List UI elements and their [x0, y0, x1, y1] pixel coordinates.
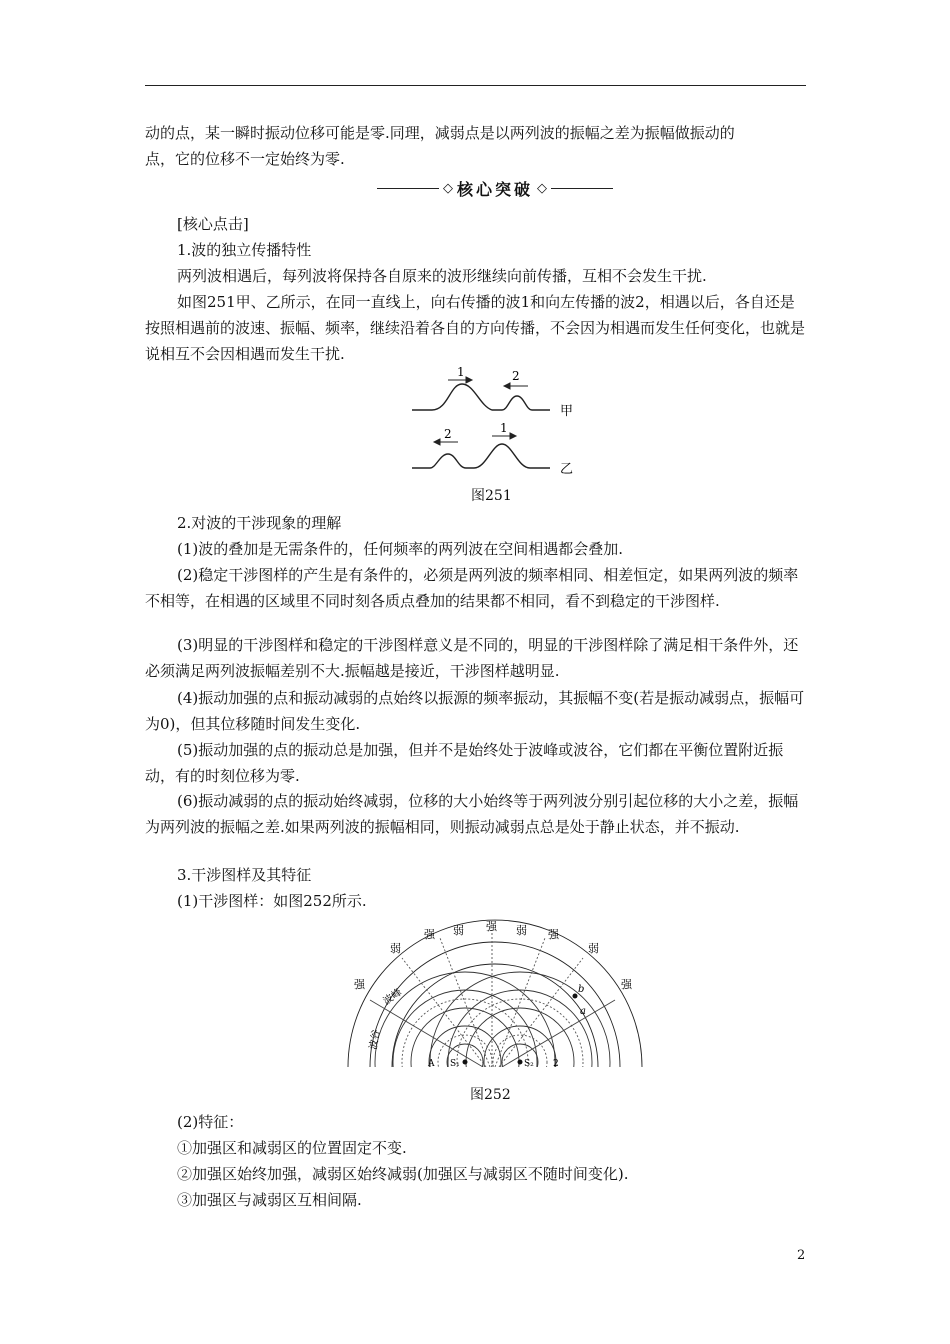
- item-5: (5)振动加强的点的振动总是加强，但并不是始终处于波峰或波谷，它们都在平衡位置附近振动，有的时刻位移为零.: [145, 741, 784, 785]
- title-rule-right: [551, 188, 613, 189]
- item-2: (2)稳定干涉图样的产生是有条件的，必须是两列波的频率相同、相差恒定，如果两列波的频率不相等，在相遇的区域里不同时刻各质点叠加的结果都不相同，看不到稳定的干涉图样.: [145, 566, 799, 610]
- figure-252: [340, 910, 650, 1070]
- caption-252: 图252: [470, 1087, 511, 1103]
- diamond-left-icon: ◇: [442, 180, 453, 196]
- label-jia: 甲: [560, 404, 574, 419]
- intro-line-2: 点，它的位移不一定始终为零.: [145, 150, 345, 168]
- label-2: 2: [553, 1059, 559, 1069]
- wave-label-2: 2: [512, 369, 520, 383]
- label-strong-top: 强: [486, 920, 497, 933]
- label-trough: 波谷: [368, 1028, 383, 1051]
- label-yi: 乙: [560, 462, 574, 477]
- heading-3: 3.干涉图样及其特征: [177, 866, 312, 884]
- key-points-tag: [核心点击]: [177, 215, 249, 233]
- label-strong-2: 强: [424, 928, 435, 941]
- label-weak-3: 弱: [390, 942, 401, 955]
- intro-line-1: 动的点，某一瞬时振动位移可能是零.同理，减弱点是以两列波的振幅之差为振幅做振动的: [145, 124, 735, 142]
- features-heading: (2)特征：: [177, 1113, 244, 1131]
- figure-251: [400, 360, 600, 480]
- item-3: (3)明显的干涉图样和稳定的干涉图样意义是不同的，明显的干涉图样除了满足相干条件外，还必须满足两列波振幅差别不大.振幅越是接近，干涉图样越明显.: [145, 636, 799, 680]
- label-strong-3: 强: [548, 928, 559, 941]
- para-fig252-ref: (1)干涉图样：如图252所示.: [177, 892, 367, 910]
- feature-3: ③加强区与减弱区互相间隔.: [177, 1191, 362, 1209]
- label-weak-4: 弱: [588, 942, 599, 955]
- source-s1: S₁: [450, 1059, 460, 1069]
- para-fig251-desc: 如图251甲、乙所示，在同一直线上，向右传播的波1和向左传播的波2，相遇以后，各自还是按照相遇前的波速、振幅、频率，继续沿着各自的方向传播，不会因为相遇而发生任何变化，也就是说相互不会因相遇而发生干扰.: [145, 293, 806, 363]
- label-crest: 波峰: [381, 986, 405, 1008]
- wave-label-1: 1: [457, 365, 465, 379]
- source-s2: S₂: [524, 1059, 534, 1069]
- label-strong-5: 强: [621, 978, 632, 991]
- section-title: [360, 176, 630, 200]
- wave-label-2b: 2: [444, 427, 452, 441]
- point-A: A: [428, 1059, 435, 1069]
- point-b: b: [578, 984, 585, 995]
- header-rule: [145, 85, 806, 86]
- label-weak-2: 弱: [516, 924, 527, 937]
- point-a: a: [580, 1006, 586, 1017]
- diamond-right-icon: ◇: [537, 180, 547, 196]
- wave-label-1b: 1: [500, 421, 508, 435]
- feature-1: ①加强区和减弱区的位置固定不变.: [177, 1139, 407, 1157]
- section-title-text: 核心突破: [456, 179, 533, 199]
- caption-251: 图251: [471, 488, 512, 504]
- page-number: 2: [797, 1248, 806, 1263]
- heading-1: 1.波的独立传播特性: [177, 241, 312, 259]
- item-4: (4)振动加强的点和振动减弱的点始终以振源的频率振动，其振幅不变(若是振动减弱点，振幅可为0)，但其位移随时间发生变化.: [145, 689, 805, 733]
- para-independence: 两列波相遇后，每列波将保持各自原来的波形继续向前传播，互相不会发生干扰.: [177, 267, 707, 285]
- title-rule-left: [377, 188, 439, 189]
- label-strong-4: 强: [354, 978, 365, 991]
- item-6: (6)振动减弱的点的振动始终减弱，位移的大小始终等于两列波分别引起位移的大小之差，振幅为两列波的振幅之差.如果两列波的振幅相同，则振动减弱点总是处于静止状态，并不振动.: [145, 792, 799, 836]
- feature-2: ②加强区始终加强，减弱区始终减弱(加强区与减弱区不随时间变化).: [177, 1165, 629, 1183]
- item-1: (1)波的叠加是无需条件的，任何频率的两列波在空间相遇都会叠加.: [177, 540, 624, 558]
- heading-2: 2.对波的干涉现象的理解: [177, 514, 342, 532]
- label-weak-1: 弱: [453, 924, 464, 937]
